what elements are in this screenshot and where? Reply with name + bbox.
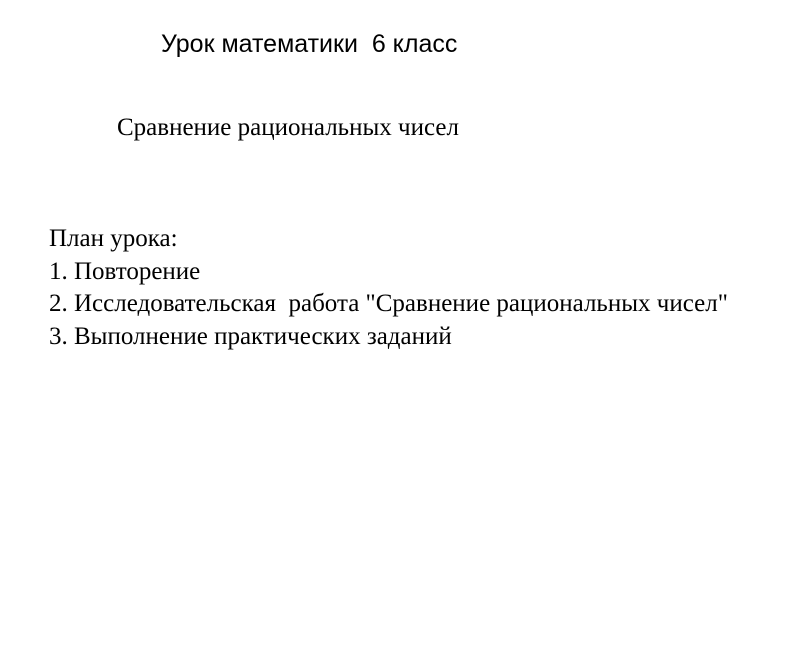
lesson-plan-heading: План урока: xyxy=(49,225,178,252)
lesson-plan-item-review: 1. Повторение xyxy=(49,257,201,285)
lesson-plan-item-practice: 3. Выполнение практических заданий xyxy=(49,322,452,350)
lesson-plan xyxy=(49,223,749,353)
lesson-plan-list xyxy=(49,256,749,354)
slide-subtitle: Сравнение рациональных чисел xyxy=(117,114,459,141)
slide-title: Урок математики 6 класс xyxy=(161,30,458,58)
lesson-plan-item-research: 2. Исследовательская работа "Сравнение рациональных чисел" xyxy=(49,290,728,317)
